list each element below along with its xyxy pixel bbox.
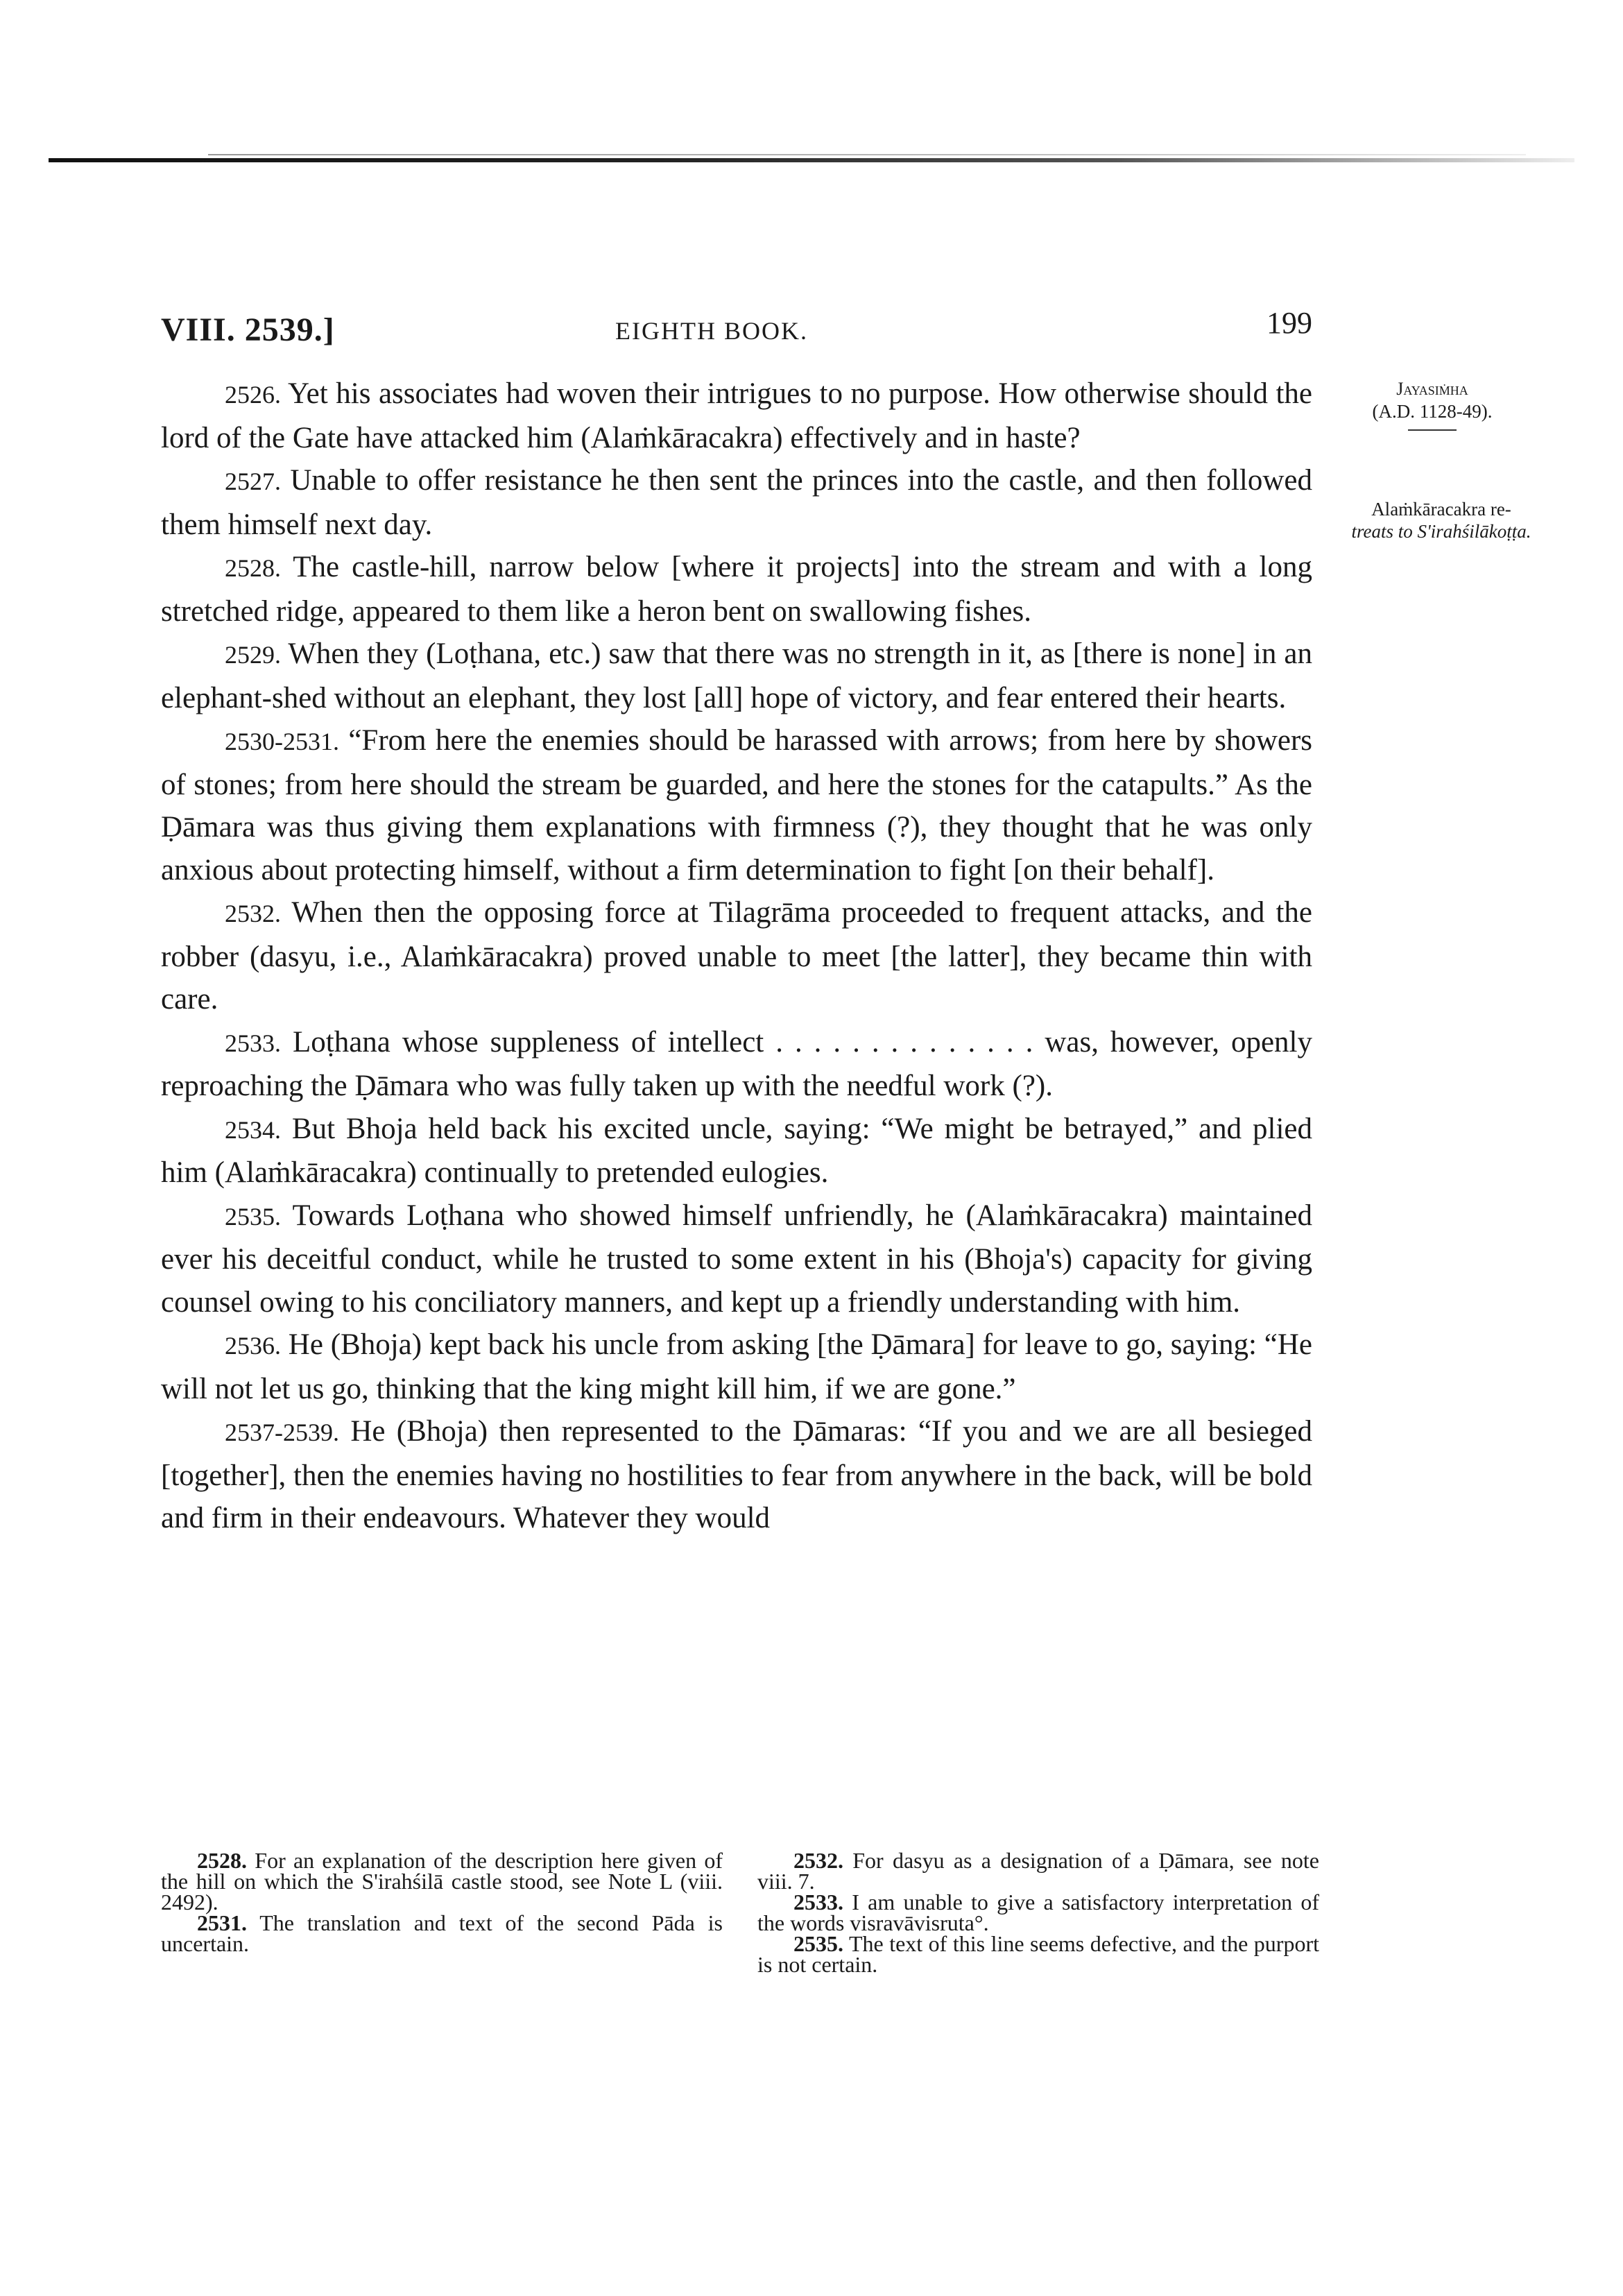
verse-text: Yet his associates had woven their intrigues to no purpose. How otherwise should the lord of the Gate have attacked him (Alaṁkāracakra) effectively and in haste? bbox=[161, 377, 1312, 454]
running-header bbox=[161, 305, 1312, 354]
footnote bbox=[757, 1933, 1319, 1975]
verse-text: Unable to offer resistance he then sent the princes into the castle, and then followed them himself next day. bbox=[161, 464, 1313, 541]
footnote-text: The text of this line seems defective, and the purport is not certain. bbox=[757, 1931, 1320, 1977]
verse-text: He (Bhoja) then represented to the Ḍāmaras: “If you and we are all besieged [together], then the enemies having no hostilities to fear from anywhere in the back, will be bold and firm in their endeavours. Whatever they would bbox=[161, 1415, 1313, 1534]
verse bbox=[161, 372, 1312, 459]
verse bbox=[161, 1021, 1312, 1108]
footnote bbox=[757, 1850, 1319, 1892]
verse-text: Loṭhana whose suppleness of intellect . . . . . . . . . . . . . . was, however, openly reproaching the Ḍāmara who was fully taken up with the needful work (?). bbox=[161, 1025, 1312, 1102]
verse bbox=[161, 1194, 1312, 1324]
verse-text: When then the opposing force at Tilagrāma proceeded to frequent attacks, and the robber (dasyu, i.e., Alaṁkāracakra) proved unable to meet [the latter], they became thin with care. bbox=[161, 896, 1312, 1016]
verse bbox=[161, 1410, 1312, 1540]
verse-number: 2529. bbox=[225, 641, 281, 669]
footnote bbox=[757, 1892, 1319, 1933]
verse-number: 2535. bbox=[225, 1202, 281, 1231]
verse-number: 2534. bbox=[225, 1115, 281, 1144]
margin-king-name: Jayasiṁha bbox=[1396, 379, 1468, 399]
verse-text: Towards Loṭhana who showed himself unfriendly, he (Alaṁkāracakra) maintained ever his deceitful conduct, while he trusted to some extent in his (Bhoja's) capacity for giving counsel owing to his conciliatory manners, and kept up a friendly understanding with him. bbox=[161, 1199, 1313, 1319]
footnotes-left-column bbox=[161, 1850, 723, 1954]
footnotes-right-column bbox=[757, 1850, 1319, 1975]
footnote-text: For an explanation of the description here given of the hill on which the S'irahśilā castle stood, see Note L (viii. 2492). bbox=[161, 1848, 723, 1914]
book-title: EIGHTH BOOK. bbox=[615, 317, 808, 345]
margin-note-line-1: Alaṁkāracakra re- bbox=[1371, 499, 1511, 520]
verse bbox=[161, 546, 1312, 633]
verse bbox=[161, 719, 1312, 891]
margin-note-retreat bbox=[1316, 498, 1566, 542]
verse-text: But Bhoja held back his excited uncle, saying: “We might be betrayed,” and plied him (Alaṁkāracakra) continually to pretended eulogies. bbox=[161, 1112, 1312, 1189]
footnote-text: I am unable to give a satisfactory interpretation of the words visravāvisruta°. bbox=[757, 1890, 1320, 1935]
verse bbox=[161, 633, 1312, 719]
footnote-number: 2528. bbox=[197, 1848, 247, 1873]
footnote bbox=[161, 1850, 723, 1912]
margin-date: (A.D. 1128-49). bbox=[1372, 401, 1493, 422]
top-rule bbox=[49, 158, 1574, 162]
footnote-number: 2535. bbox=[793, 1931, 843, 1956]
verse-number: 2536. bbox=[225, 1332, 281, 1360]
verse-number: 2528. bbox=[225, 554, 281, 582]
footnote-number: 2532. bbox=[793, 1848, 843, 1873]
verse bbox=[161, 459, 1312, 546]
verse-text: He (Bhoja) kept back his uncle from asking [the Ḍāmara] for leave to go, saying: “He will not let us go, thinking that the king might kill him, if we are gone.” bbox=[161, 1328, 1312, 1405]
page-number: 199 bbox=[1266, 306, 1312, 340]
footnote bbox=[161, 1912, 723, 1954]
margin-note-reign bbox=[1335, 378, 1529, 431]
verse-text: The castle-hill, narrow below [where it projects] into the stream and with a long stretched ridge, appeared to them like a heron bent on swallowing fishes. bbox=[161, 551, 1312, 628]
verse bbox=[161, 891, 1312, 1021]
footnote-text: For dasyu as a designation of a Ḍāmara, see note viii. 7. bbox=[757, 1848, 1320, 1894]
verse-text: When they (Loṭhana, etc.) saw that there was no strength in it, as [there is none] in an elephant-shed without an elephant, they lost [all] hope of victory, and fear entered their hearts. bbox=[161, 637, 1312, 714]
verse-text: “From here the enemies should be harassed with arrows; from here by showers of stones; from here should the stream be guarded, and here the stones for the catapults.” As the Ḍāmara was thus giving them explanations with firmness (?), they thought that he was only anxious about protecting himself, without a firm determination to fight [on their behalf]. bbox=[161, 724, 1313, 886]
footnote-number: 2531. bbox=[197, 1910, 247, 1935]
section-reference: VIII. 2539.] bbox=[161, 311, 335, 348]
verse bbox=[161, 1108, 1312, 1194]
margin-note-line-2: treats to S'irahśilākoṭṭa. bbox=[1351, 521, 1531, 542]
verse bbox=[161, 1323, 1312, 1410]
verse-number: 2530-2531. bbox=[225, 728, 339, 755]
footnote-number: 2533. bbox=[793, 1890, 843, 1914]
top-rule-thin bbox=[208, 154, 1526, 155]
footnote-text: The translation and text of the second Pāda is uncertain. bbox=[161, 1910, 723, 1956]
verse-number: 2527. bbox=[225, 468, 281, 495]
verse-number: 2537-2539. bbox=[225, 1419, 339, 1446]
verse-number: 2533. bbox=[225, 1029, 281, 1057]
main-text bbox=[161, 372, 1312, 1540]
verse-number: 2526. bbox=[225, 381, 281, 409]
margin-rule bbox=[1408, 429, 1457, 431]
verse-number: 2532. bbox=[225, 900, 281, 927]
